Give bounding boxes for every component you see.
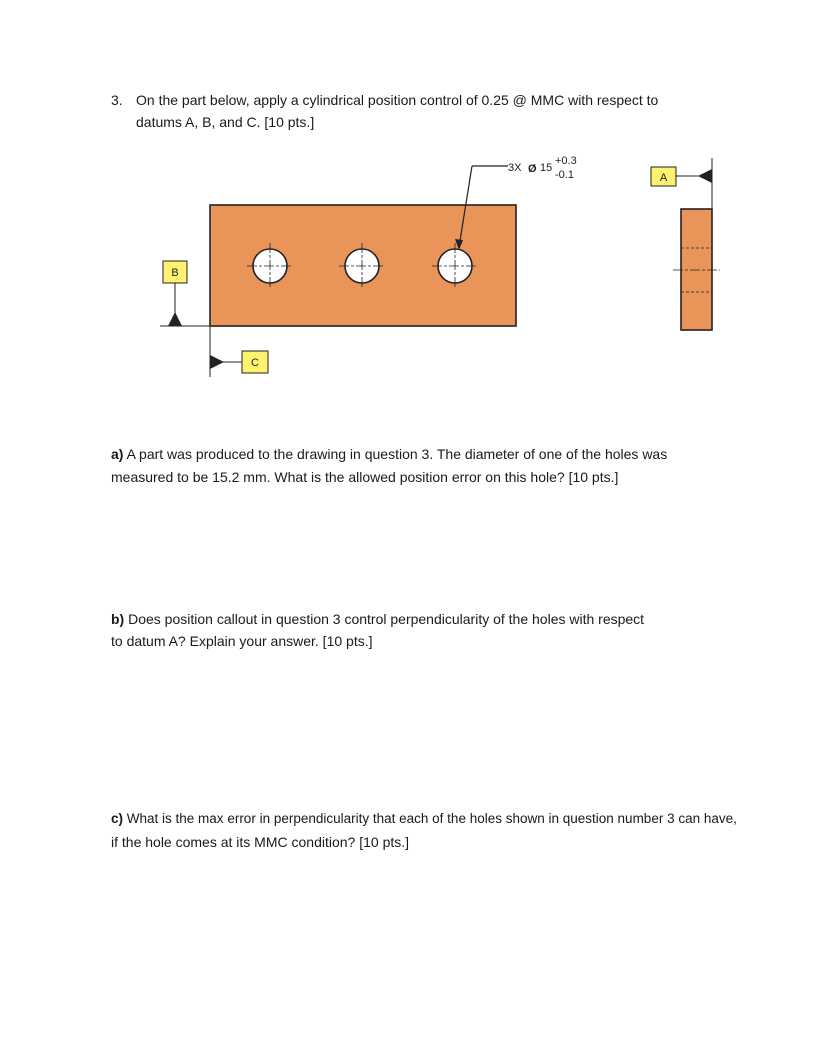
question-b-text-1: Does position callout in question 3 control perpendicularity of the holes with respect bbox=[128, 611, 645, 627]
datum-a-label: A bbox=[659, 172, 668, 184]
question-a-line-1 bbox=[111, 443, 667, 465]
tolerance-minus: -0.1 bbox=[555, 169, 574, 181]
question-a-label: a) bbox=[111, 446, 124, 462]
question-a-line-2: measured to be 15.2 mm. What is the allowed position error on this hole? [10 pts.] bbox=[111, 469, 619, 485]
tolerance-plus: +0.3 bbox=[555, 155, 577, 167]
callout-prefix: 3X bbox=[508, 162, 522, 174]
question-c-label: c) bbox=[111, 811, 124, 826]
datum-b-label: B bbox=[171, 267, 179, 279]
question-c-line-1 bbox=[111, 808, 737, 830]
question-b-line-1 bbox=[111, 608, 644, 630]
part-drawing bbox=[0, 0, 816, 420]
diameter-symbol: Ø bbox=[528, 163, 537, 175]
datum-c-symbol bbox=[210, 326, 268, 377]
datum-c-label: C bbox=[251, 357, 259, 369]
question-a-text-1: A part was produced to the drawing in question 3. The diameter of one of the holes was bbox=[126, 446, 668, 462]
question-number: 3. bbox=[111, 92, 123, 108]
question-3-line-1: On the part below, apply a cylindrical position control of 0.25 @ MMC with respect to bbox=[136, 92, 659, 108]
question-c-line-2: if the hole comes at its MMC condition? [10 pts.] bbox=[111, 834, 410, 850]
question-c-text-1: What is the max error in perpendicularity that each of the holes shown in question number 3 can have, bbox=[126, 811, 737, 826]
datum-b-symbol bbox=[160, 261, 210, 326]
datum-a-symbol bbox=[651, 158, 712, 209]
diameter-value: 15 bbox=[540, 162, 553, 174]
question-b-line-2: to datum A? Explain your answer. [10 pts.] bbox=[111, 633, 373, 649]
question-b-label: b) bbox=[111, 611, 125, 627]
plate-side-view bbox=[673, 209, 720, 330]
question-3-line-2: datums A, B, and C. [10 pts.] bbox=[136, 114, 315, 130]
